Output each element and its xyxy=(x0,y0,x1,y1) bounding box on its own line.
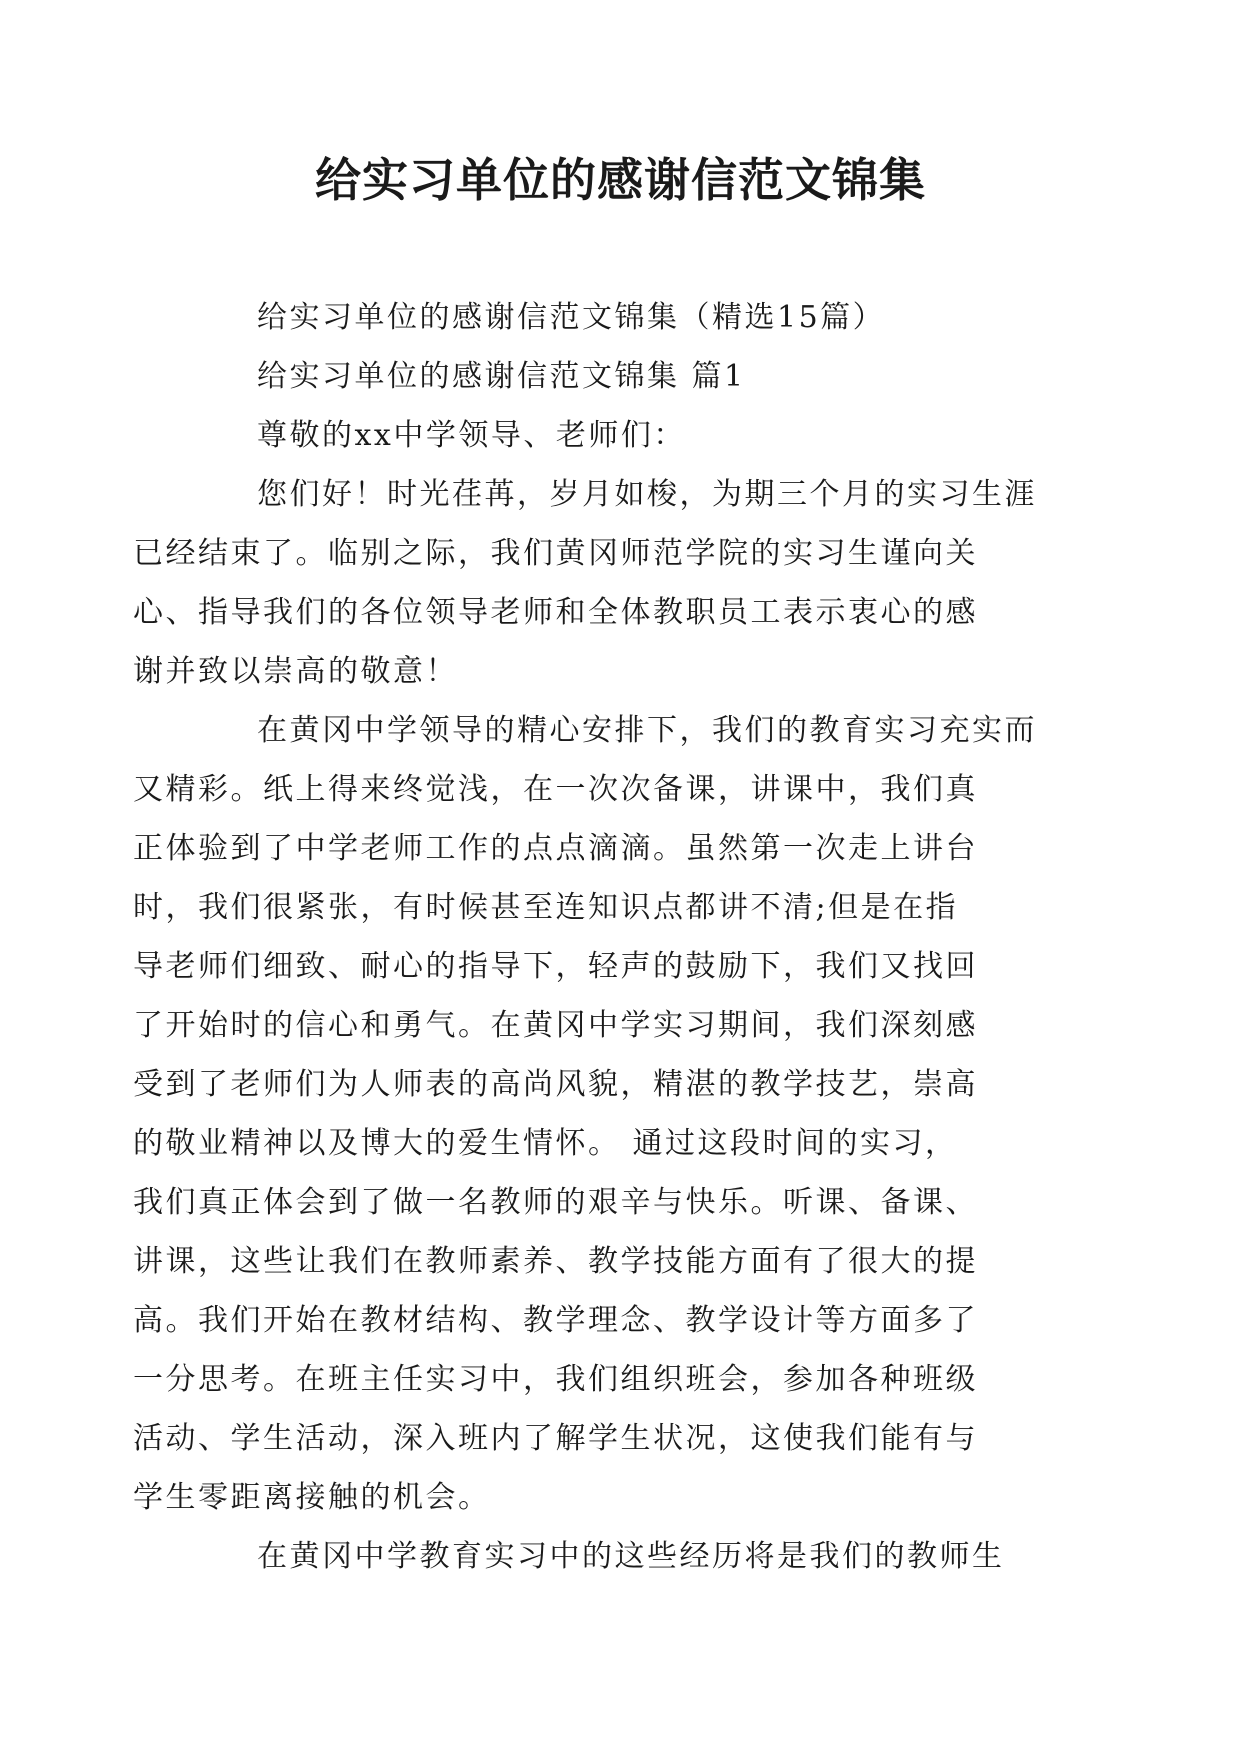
paragraph-line: 高。我们开始在教材结构、教学理念、教学设计等方面多了 xyxy=(133,1303,978,1338)
paragraph-1 xyxy=(133,465,1063,701)
paragraph-line: 讲课，这些让我们在教师素养、教学技能方面有了很大的提 xyxy=(133,1244,978,1279)
paragraph-line: 了开始时的信心和勇气。在黄冈中学实习期间，我们深刻感 xyxy=(133,1008,978,1043)
section-heading: 给实习单位的感谢信范文锦集 篇1 xyxy=(257,359,746,394)
paragraph-line: 又精彩。纸上得来终觉浅，在一次次备课，讲课中，我们真 xyxy=(133,772,978,807)
paragraph-line: 受到了老师们为人师表的高尚风貌，精湛的教学技艺，崇高 xyxy=(133,1067,978,1102)
paragraph-line: 您们好！时光荏苒，岁月如梭，为期三个月的实习生涯 xyxy=(257,477,1037,512)
document-title: 给实习单位的感谢信范文锦集 xyxy=(315,153,926,207)
paragraph-line: 时，我们很紧张，有时候甚至连知识点都讲不清;但是在指 xyxy=(133,890,959,925)
paragraph-line: 导老师们细致、耐心的指导下，轻声的鼓励下，我们又找回 xyxy=(133,949,978,984)
paragraph-line: 在黄冈中学领导的精心安排下，我们的教育实习充实而 xyxy=(257,713,1037,748)
paragraph-line: 正体验到了中学老师工作的点点滴滴。虽然第一次走上讲台 xyxy=(133,831,978,866)
paragraph-2 xyxy=(133,701,1063,1527)
paragraph-line: 活动、学生活动，深入班内了解学生状况，这使我们能有与 xyxy=(133,1421,978,1456)
document-body xyxy=(133,288,1063,1586)
paragraph-line: 心、指导我们的各位领导老师和全体教职员工表示衷心的感 xyxy=(133,595,978,630)
paragraph-line: 学生零距离接触的机会。 xyxy=(133,1480,491,1515)
salutation: 尊敬的xx中学领导、老师们： xyxy=(257,418,686,453)
paragraph-line: 在黄冈中学教育实习中的这些经历将是我们的教师生 xyxy=(257,1539,1005,1574)
paragraph-line: 我们真正体会到了做一名教师的艰辛与快乐。听课、备课、 xyxy=(133,1185,978,1220)
paragraph-line: 谢并致以崇高的敬意！ xyxy=(133,654,458,689)
paragraph-line: 已经结束了。临别之际，我们黄冈师范学院的实习生谨向关 xyxy=(133,536,978,571)
paragraph-3 xyxy=(195,1527,1063,1586)
paragraph-line: 的敬业精神以及博大的爱生情怀。 通过这段时间的实习， xyxy=(133,1126,958,1161)
subtitle-line: 给实习单位的感谢信范文锦集（精选15篇） xyxy=(257,300,886,335)
paragraph-line: 一分思考。在班主任实习中，我们组织班会，参加各种班级 xyxy=(133,1362,978,1397)
